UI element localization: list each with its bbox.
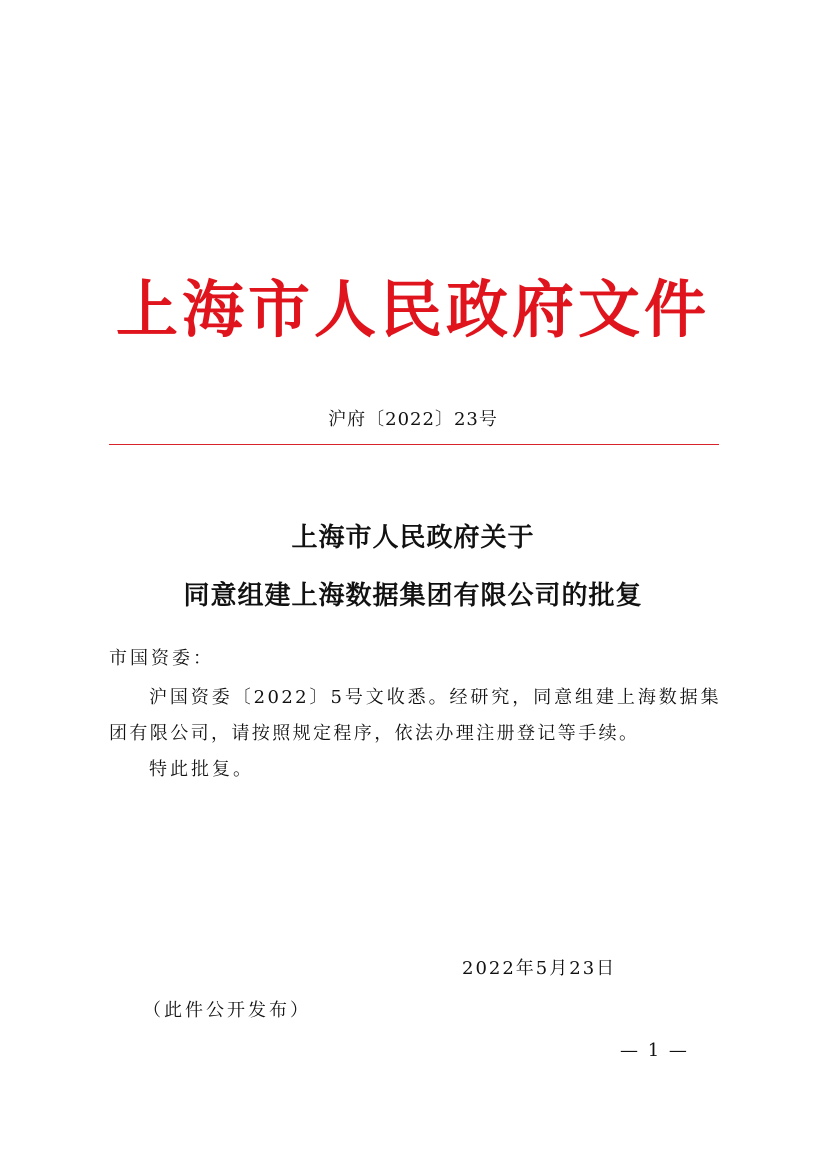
publish-note: （此件公开发布） [143,1000,311,1021]
closing-line: 特此批复。 [149,759,254,780]
issue-date: 2022年5月23日 [462,958,617,979]
document-masthead: 上海市人民政府文件 [115,273,710,346]
document-number: 沪府〔2022〕23号 [328,409,498,430]
page-number: — 1 — [620,1040,689,1061]
document-title-line-2: 同意组建上海数据集团有限公司的批复 [183,581,643,611]
red-divider-line [109,444,719,445]
salutation: 市国资委： [109,648,214,669]
body-paragraph: 沪国资委〔2022〕5号文收悉。经研究，同意组建上海数据集团有限公司，请按照规定程序，依法办理注册登记等手续。 [109,687,721,744]
document-title-line-1: 上海市人民政府关于 [291,523,535,553]
